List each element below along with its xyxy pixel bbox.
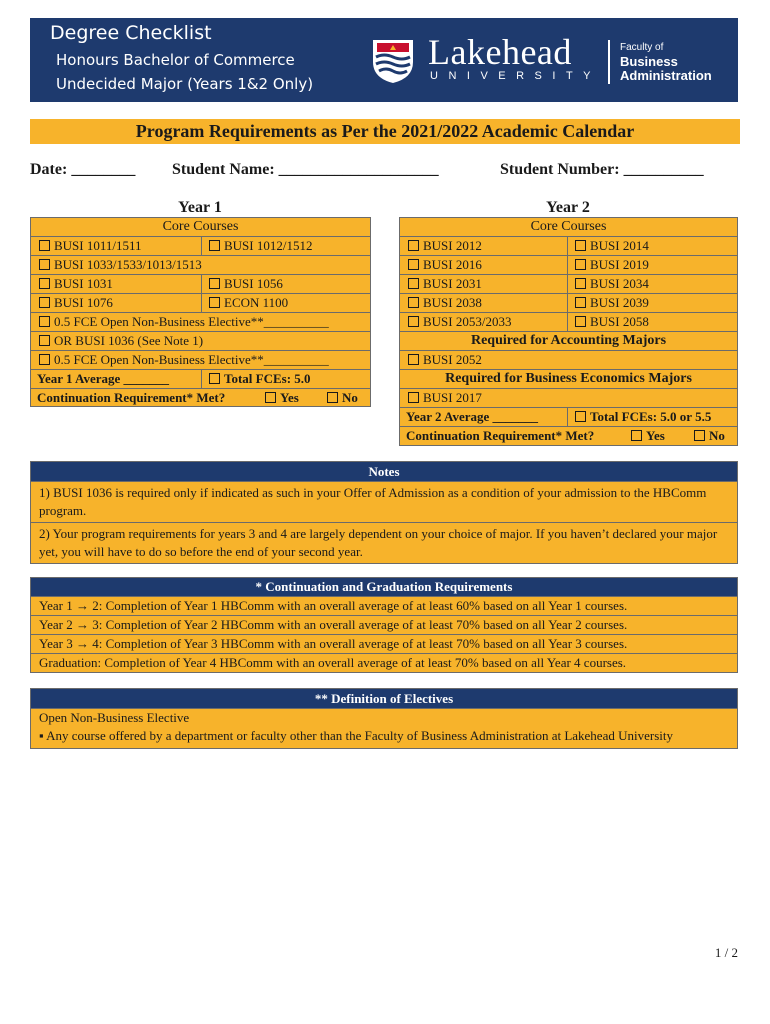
checkbox-icon[interactable] <box>408 240 419 251</box>
checkbox-icon[interactable] <box>408 297 419 308</box>
checkbox-icon[interactable] <box>39 354 50 365</box>
year2-continuation-label: Continuation Requirement* Met? <box>406 428 595 443</box>
year1-core-header: Core Courses <box>162 219 239 234</box>
checkbox-icon[interactable] <box>575 411 586 422</box>
year2-course-item[interactable]: BUSI 2019 <box>575 257 649 273</box>
notes-box <box>30 461 738 564</box>
note-item: 2) Your program requirements for years 3 and 4 are largely dependent on your choice of major. If you haven’t declared your major yet, you will have to do so before the end of your second year. <box>31 522 737 563</box>
elective-type: Open Non-Business Elective <box>31 708 737 727</box>
major-name: Undecided Major (Years 1&2 Only) <box>56 75 314 93</box>
notes-header: Notes <box>31 462 737 481</box>
checkbox-icon[interactable] <box>39 297 50 308</box>
checkbox-icon[interactable] <box>39 335 50 346</box>
year2-course-item[interactable]: BUSI 2034 <box>575 276 649 292</box>
checkbox-icon[interactable] <box>575 240 586 251</box>
checkbox-icon[interactable] <box>39 316 50 327</box>
year2-course-item[interactable]: BUSI 2012 <box>408 238 482 254</box>
checkbox-icon[interactable] <box>575 297 586 308</box>
year1-continuation-label: Continuation Requirement* Met? <box>37 390 226 405</box>
checkbox-icon[interactable] <box>209 373 220 384</box>
year2-course-item[interactable]: BUSI 2039 <box>575 295 649 311</box>
year1-course-item[interactable]: ECON 1100 <box>209 295 288 311</box>
program-requirements-banner: Program Requirements as Per the 2021/2022 Academic Calendar <box>30 119 740 144</box>
student-name-field[interactable]: Student Name: ____________________ <box>172 161 439 178</box>
logo-wordmark: Lakehead <box>428 32 572 72</box>
year1-panel <box>30 217 371 407</box>
checklist-title: Degree Checklist <box>50 22 212 44</box>
requirement-item: Year 3 → 4: Completion of Year 3 HBComm with an overall average of at least 70% based on all Year 3 courses. <box>31 634 737 653</box>
checkbox-icon[interactable] <box>575 259 586 270</box>
year1-course-item[interactable]: BUSI 1012/1512 <box>209 238 312 254</box>
requirement-item: Year 2 → 3: Completion of Year 2 HBComm with an overall average of at least 70% based on all Year 2 courses. <box>31 615 737 634</box>
faculty-name-line2: Administration <box>620 68 712 83</box>
checkbox-icon[interactable] <box>39 278 50 289</box>
checkbox-icon[interactable] <box>408 354 419 365</box>
checkbox-icon[interactable] <box>408 259 419 270</box>
year1-average-field[interactable]: Year 1 Average _______ <box>37 371 170 386</box>
year1-course-item[interactable]: BUSI 1011/1511 <box>39 238 142 254</box>
checkbox-icon[interactable] <box>408 392 419 403</box>
year1-elective-item[interactable]: 0.5 FCE Open Non-Business Elective**__________ <box>39 352 329 368</box>
year1-total-fces[interactable]: Total FCEs: 5.0 <box>209 371 311 387</box>
year2-course-item[interactable]: BUSI 2053/2033 <box>408 314 511 330</box>
checkbox-icon[interactable] <box>408 278 419 289</box>
checkbox-icon[interactable] <box>265 392 276 403</box>
checkbox-icon[interactable] <box>575 278 586 289</box>
electives-definition-box <box>30 688 738 749</box>
page-number: 1 / 2 <box>714 945 738 960</box>
year2-core-header: Core Courses <box>530 219 607 234</box>
checkbox-icon[interactable] <box>327 392 338 403</box>
economics-course-item[interactable]: BUSI 2017 <box>408 390 482 406</box>
program-name: Honours Bachelor of Commerce <box>56 51 295 69</box>
year2-course-item[interactable]: BUSI 2038 <box>408 295 482 311</box>
faculty-name-line1: Business <box>620 54 678 69</box>
year2-no-option[interactable]: No <box>694 428 725 444</box>
economics-majors-header: Required for Business Economics Majors <box>445 371 692 386</box>
checkbox-icon[interactable] <box>209 278 220 289</box>
year1-elective-item[interactable]: 0.5 FCE Open Non-Business Elective**__________ <box>39 314 329 330</box>
requirement-item: Year 1 → 2: Completion of Year 1 HBComm with an overall average of at least 60% based on all Year 1 courses. <box>31 596 737 615</box>
checkbox-icon[interactable] <box>209 240 220 251</box>
year1-course-item[interactable]: BUSI 1076 <box>39 295 113 311</box>
year2-course-item[interactable]: BUSI 2058 <box>575 314 649 330</box>
student-number-field[interactable]: Student Number: __________ <box>500 161 704 178</box>
university-crest-icon <box>370 36 416 84</box>
date-field[interactable]: Date: ________ <box>30 161 136 178</box>
logo-divider <box>608 40 610 84</box>
checkbox-icon[interactable] <box>694 430 705 441</box>
year2-total-fces[interactable]: Total FCEs: 5.0 or 5.5 <box>575 409 711 425</box>
logo-university-label: UNIVERSITY <box>430 70 602 82</box>
accounting-majors-header: Required for Accounting Majors <box>470 333 667 348</box>
year2-course-item[interactable]: BUSI 2016 <box>408 257 482 273</box>
year2-course-item[interactable]: BUSI 2014 <box>575 238 649 254</box>
checkbox-icon[interactable] <box>575 316 586 327</box>
year1-title: Year 1 <box>178 199 222 216</box>
checkbox-icon[interactable] <box>209 297 220 308</box>
year2-yes-option[interactable]: Yes <box>631 428 665 444</box>
year1-alternate-item[interactable]: OR BUSI 1036 (See Note 1) <box>39 333 203 349</box>
checkbox-icon[interactable] <box>39 240 50 251</box>
electives-header: ** Definition of Electives <box>31 689 737 708</box>
continuation-requirements-box <box>30 577 738 673</box>
document-header <box>30 18 738 102</box>
elective-definition: ▪ Any course offered by a department or faculty other than the Faculty of Business Administration at Lakehead University <box>31 727 737 748</box>
checkbox-icon[interactable] <box>408 316 419 327</box>
checkbox-icon[interactable] <box>39 259 50 270</box>
year2-panel <box>399 217 738 446</box>
year1-yes-option[interactable]: Yes <box>265 390 299 406</box>
year2-course-item[interactable]: BUSI 2031 <box>408 276 482 292</box>
year2-average-field[interactable]: Year 2 Average _______ <box>406 409 539 424</box>
year1-no-option[interactable]: No <box>327 390 358 406</box>
accounting-course-item[interactable]: BUSI 2052 <box>408 352 482 368</box>
faculty-label: Faculty of <box>620 42 664 53</box>
year1-course-item[interactable]: BUSI 1056 <box>209 276 283 292</box>
continuation-header: * Continuation and Graduation Requirements <box>31 578 737 596</box>
checkbox-icon[interactable] <box>631 430 642 441</box>
requirement-item: Graduation: Completion of Year 4 HBComm with an overall average of at least 70% based on all Year 4 courses. <box>31 653 737 672</box>
year2-title: Year 2 <box>546 199 590 216</box>
year1-course-item[interactable]: BUSI 1031 <box>39 276 113 292</box>
year1-course-item[interactable]: BUSI 1033/1533/1013/1513 <box>39 257 202 273</box>
note-item: 1) BUSI 1036 is required only if indicated as such in your Offer of Admission as a condition of your admission to the HBComm program. <box>31 481 737 522</box>
